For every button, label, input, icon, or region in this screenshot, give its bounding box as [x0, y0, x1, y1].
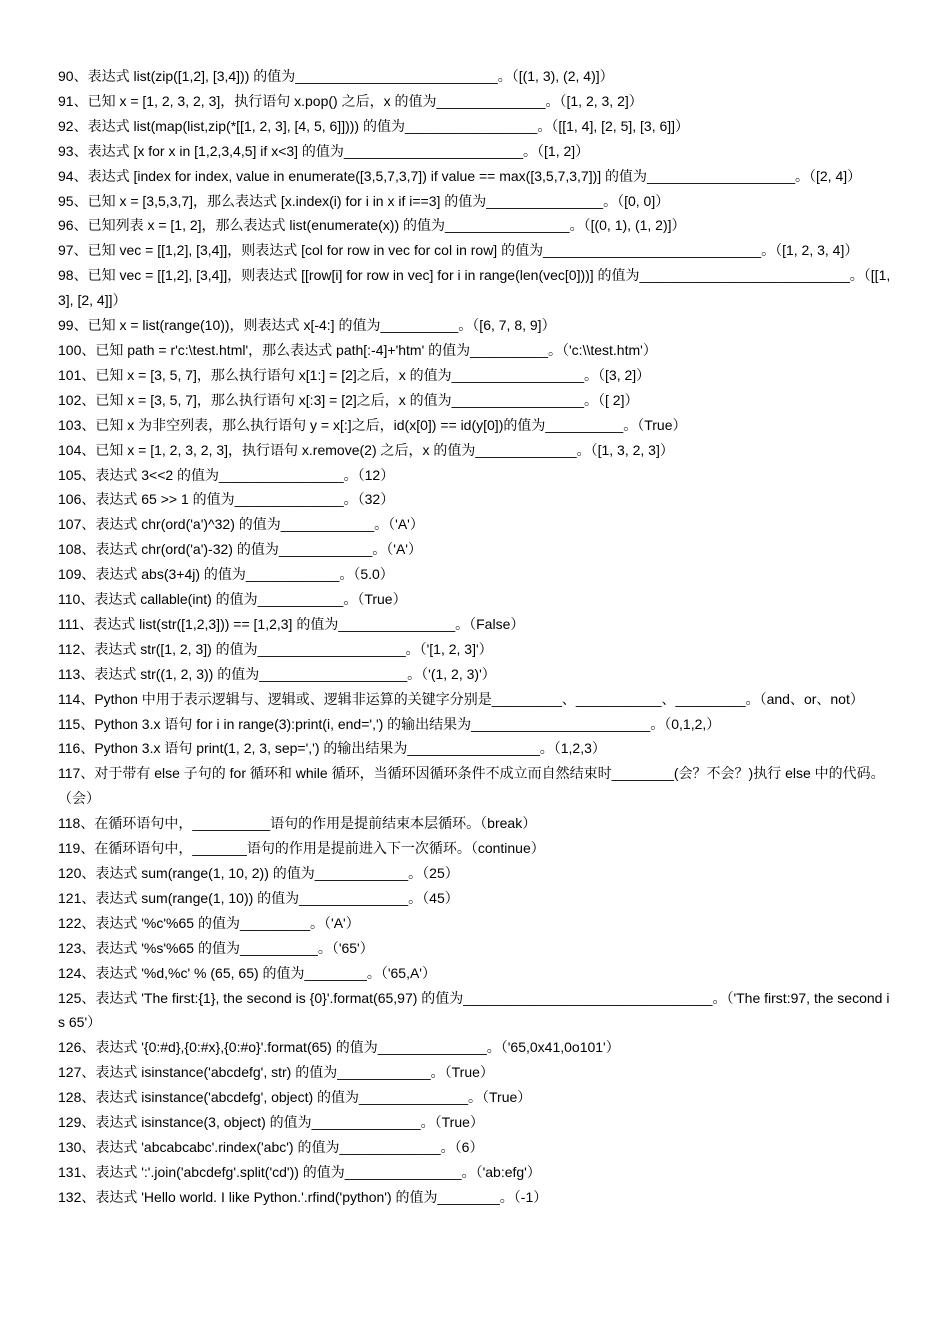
question-98: 98、已知 vec = [[1,2], [3,4]]，则表达式 [[row[i] for row in vec] for i in range(len(vec[0]))] 的值为___________________________。（[[1, 3], [2, 4]]） [58, 267, 891, 309]
question-129: 129、表达式 isinstance(3, object) 的值为______________。（True） [58, 1114, 484, 1131]
question-120: 120、表达式 sum(range(1, 10, 2)) 的值为____________。（25） [58, 865, 459, 881]
question-114: 114、Python 中用于表示逻辑与、逻辑或、逻辑非运算的关键字分别是_________、___________、_________。（and、or、not） [58, 690, 864, 707]
question-94: 94、表达式 [index for index, value in enumerate([3,5,7,3,7]) if value == max([3,5,7,3,7])] 的值为___________________。（[2, 4]） [58, 167, 862, 184]
question-105: 105、表达式 3<<2 的值为________________。（12） [58, 466, 395, 483]
question-109: 109、表达式 abs(3+4j) 的值为____________。（5.0） [58, 566, 394, 583]
question-131: 131、表达式 ':'.join('abcdefg'.split('cd')) 的值为_______________。（'ab:efg'） [58, 1163, 541, 1180]
question-99: 99、已知 x = list(range(10))，则表达式 x[-4:] 的值为__________。（[6, 7, 8, 9]） [58, 317, 556, 334]
question-102: 102、已知 x = [3, 5, 7]，那么执行语句 x[:3] = [2]之后，x 的值为_________________。（[ 2]） [58, 391, 639, 408]
question-130: 130、表达式 'abcabcabc'.rindex('abc') 的值为_____________。（6） [58, 1138, 484, 1155]
question-97: 97、已知 vec = [[1,2], [3,4]]，则表达式 [col for row in vec for col in row] 的值为____________________________。（[1, 2, 3, 4]） [58, 242, 859, 259]
question-128: 128、表达式 isinstance('abcdefg', object) 的值为______________。（True） [58, 1089, 532, 1106]
question-127: 127、表达式 isinstance('abcdefg', str) 的值为____________。（True） [58, 1064, 494, 1081]
question-100: 100、已知 path = r'c:\test.html'，那么表达式 path[:-4]+'htm' 的值为__________。（'c:\\test.htm'） [58, 341, 657, 358]
question-132: 132、表达式 'Hello world. I like Python.'.rfind('python') 的值为________。（-1） [58, 1188, 548, 1205]
question-124: 124、表达式 '%d,%c' % (65, 65) 的值为________。（'65,A'） [58, 964, 436, 981]
question-113: 113、表达式 str((1, 2, 3)) 的值为___________________。（'(1, 2, 3)'） [58, 665, 496, 682]
question-101: 101、已知 x = [3, 5, 7]，那么执行语句 x[1:] = [2]之后，x 的值为_________________。（[3, 2]） [58, 366, 651, 383]
question-91: 91、已知 x = [1, 2, 3, 2, 3]，执行语句 x.pop() 之后，x 的值为______________。（[1, 2, 3, 2]） [58, 92, 643, 109]
question-90: 90、表达式 list(zip([1,2], [3,4])) 的值为__________________________。（[(1, 3), (2, 4)]） [58, 68, 614, 84]
question-107: 107、表达式 chr(ord('a')^32) 的值为____________。（'A'） [58, 516, 424, 533]
question-116: 116、Python 3.x 语句 print(1, 2, 3, sep=',') 的输出结果为_________________。（1,2,3） [58, 740, 606, 757]
question-117: 117、对于带有 else 子句的 for 循环和 while 循环，当循环因循环条件不成立而自然结束时________(会？不会？)执行 else 中的代码。（会） [58, 765, 885, 807]
question-125: 125、表达式 'The first:{1}, the second is {0}'.format(65,97) 的值为________________________________。（'The first:97, the second is 65'） [58, 989, 890, 1031]
question-104: 104、已知 x = [1, 2, 3, 2, 3]，执行语句 x.remove(2) 之后，x 的值为_____________。（[1, 3, 2, 3]） [58, 441, 674, 458]
question-118: 118、在循环语句中，__________语句的作用是提前结束本层循环。（break） [58, 815, 537, 832]
question-122: 122、表达式 '%c'%65 的值为_________。（'A'） [58, 914, 360, 931]
question-93: 93、表达式 [x for x in [1,2,3,4,5] if x<3] 的值为_______________________。（[1, 2]） [58, 142, 590, 159]
question-95: 95、已知 x = [3,5,3,7]，那么表达式 [x.index(i) for i in x if i==3] 的值为_______________。（[0, 0]） [58, 192, 670, 209]
question-121: 121、表达式 sum(range(1, 10)) 的值为______________。（45） [58, 889, 459, 906]
question-106: 106、表达式 65 >> 1 的值为______________。（32） [58, 491, 395, 508]
question-110: 110、表达式 callable(int) 的值为___________。（True） [58, 591, 407, 608]
question-126: 126、表达式 '{0:#d},{0:#x},{0:#o}'.format(65) 的值为______________。（'65,0x41,0o101'） [58, 1039, 620, 1056]
question-108: 108、表达式 chr(ord('a')-32) 的值为____________。（'A'） [58, 541, 422, 558]
question-92: 92、表达式 list(map(list,zip(*[[1, 2, 3], [4, 5, 6]]))) 的值为_________________。（[[1, 4], [2, 5], [3, 6]]） [58, 117, 690, 134]
question-123: 123、表达式 '%s'%65 的值为__________。（'65'） [58, 939, 374, 956]
question-96: 96、已知列表 x = [1, 2]，那么表达式 list(enumerate(x)) 的值为________________。（[(0, 1), (1, 2)]） [58, 217, 686, 234]
question-115: 115、Python 3.x 语句 for i in range(3):print(i, end=',') 的输出结果为_______________________。（0,1,2,） [58, 715, 721, 732]
question-103: 103、已知 x 为非空列表，那么执行语句 y = x[:]之后，id(x[0]) == id(y[0])的值为__________。（True） [58, 416, 687, 433]
question-112: 112、表达式 str([1, 2, 3]) 的值为___________________。（'[1, 2, 3]'） [58, 640, 493, 657]
question-111: 111、表达式 list(str([1,2,3])) == [1,2,3] 的值为_______________。（False） [58, 615, 525, 632]
question-119: 119、在循环语句中，_______语句的作用是提前进入下一次循环。（continue） [58, 840, 545, 857]
